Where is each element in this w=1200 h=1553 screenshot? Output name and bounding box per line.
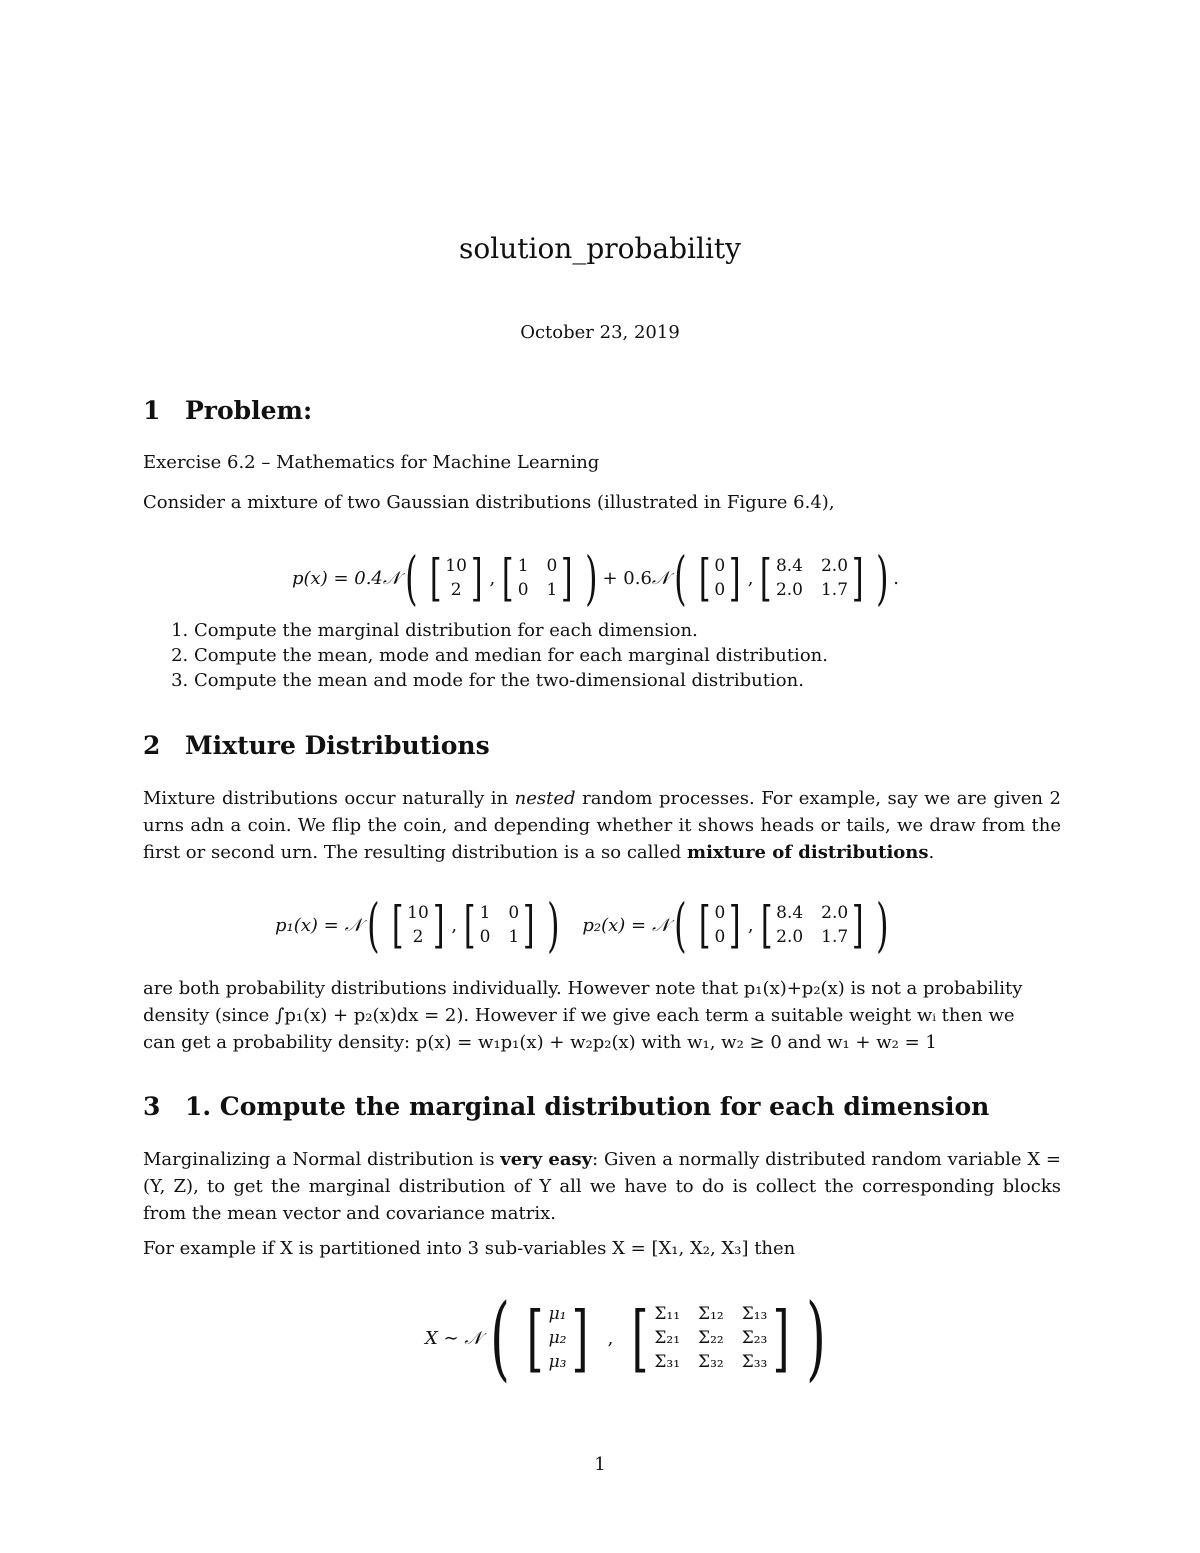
component-equations: p₁(x) = 𝒩 ( [ 10 2 ] , [ 1 0 0 1 ] ) p₂(x) = 𝒩 ( [ 0 0 ] , [ 8.4 2.0 2.0 1.7 ] ) [275, 891, 889, 959]
close-paren: ) [875, 544, 889, 612]
section-2-title: Mixture Distributions [185, 731, 490, 760]
covariance-matrix-1: [ 1 0 0 1 ] [463, 896, 535, 954]
normal-symbol: 𝒩 [344, 914, 362, 936]
exercise-reference: Exercise 6.2 – Mathematics for Machine Learning [143, 452, 600, 473]
eq-p2: p₂(x) = [582, 914, 647, 936]
section-1-number: 1 [143, 396, 161, 425]
covariance-matrix-2: [ 8.4 2.0 2.0 1.7 ] [760, 549, 864, 607]
text-run: : Given a normally distributed random variable X = (Y, Z), to get the marginal distribution of Y all we have to do is collect the corresponding blocks from the mean vector and covariance matrix. [143, 1149, 1062, 1224]
text-run: Mixture distributions occur naturally in [143, 788, 515, 809]
close-paren: ) [806, 1284, 827, 1391]
matrix-entry: 0 [517, 580, 529, 600]
matrix-entry: Σ₁₁ [654, 1304, 681, 1324]
open-paren: ( [405, 544, 418, 612]
matrix-entry: 1 [479, 903, 491, 923]
matrix-entry: 1 [508, 927, 520, 947]
section-3-title: 1. Compute the marginal distribution for each dimension [185, 1092, 990, 1121]
mixture-paragraph [143, 785, 1061, 866]
section-1-title: Problem: [185, 396, 313, 425]
matrix-entry: 2 [412, 927, 424, 947]
matrix-entry: 0 [479, 927, 491, 947]
mean-vector-2: [ 0 0 ] [698, 549, 741, 607]
mean-vector: [ μ₁ μ₂ μ₃ ] [526, 1296, 589, 1380]
mean-vector-1: [ 10 2 ] [429, 549, 483, 607]
matrix-entry: 2.0 [821, 903, 849, 923]
mixture-equation: p(x) = 0.4 𝒩 ( [ 10 2 ] , [ 1 0 0 1 ] ) + 0.6 𝒩 ( [ 0 0 ] , [ 8.4 2.0 2.0 1.7 ] ) . [292, 544, 899, 612]
matrix-entry: μ₃ [548, 1352, 567, 1372]
matrix-entry: 10 [445, 556, 467, 576]
matrix-entry: 8.4 [775, 556, 803, 576]
section-3-heading [143, 1092, 989, 1121]
close-paren: ) [546, 891, 560, 959]
matrix-entry: 1 [517, 556, 529, 576]
marginal-paragraph [143, 1146, 1061, 1227]
matrix-entry: Σ₂₁ [654, 1328, 681, 1348]
matrix-entry: 2.0 [776, 927, 804, 947]
open-paren: ( [367, 891, 380, 959]
matrix-entry: 0 [714, 927, 726, 947]
matrix-entry: 1.7 [821, 927, 849, 947]
text-run: . [928, 842, 935, 863]
covariance-matrix-1: [ 1 0 0 1 ] [502, 549, 573, 607]
normal-symbol: 𝒩 [651, 567, 670, 589]
section-2-number: 2 [143, 731, 161, 760]
density-line-1: are both probability distributions individually. However note that p₁(x)+p₂(x) is not a probability [143, 978, 1023, 999]
matrix-entry: 0 [508, 903, 520, 923]
density-line-3: can get a probability density: p(x) = w₁p₁(x) + w₂p₂(x) with w₁, w₂ ≥ 0 and w₁ + w₂ = 1 [143, 1032, 937, 1053]
matrix-entry: Σ₁₂ [698, 1304, 724, 1324]
matrix-entry: Σ₂₂ [698, 1328, 724, 1348]
task-list [160, 618, 828, 693]
normal-symbol: 𝒩 [382, 567, 401, 589]
partition-sentence: For example if X is partitioned into 3 sub-variables X = [X₁, X₂, X₃] then [143, 1238, 796, 1259]
matrix-entry: 0 [546, 556, 558, 576]
matrix-entry: Σ₃₃ [741, 1352, 768, 1372]
document-date: October 23, 2019 [520, 322, 680, 343]
open-paren: ( [489, 1284, 510, 1391]
mean-vector-2: [ 0 0 ] [698, 896, 741, 954]
density-line-2: density (since ∫p₁(x) + p₂(x)dx = 2). However if we give each term a suitable weight wᵢ then we [143, 1005, 1015, 1026]
page-number: 1 [594, 1454, 606, 1475]
open-paren: ( [674, 544, 687, 612]
section-3-number: 3 [143, 1092, 161, 1121]
matrix-entry: 0 [714, 903, 726, 923]
text-run: Marginalizing a Normal distribution is [143, 1149, 501, 1170]
text-run: random processes. For example, say we are given 2 urns adn a coin. We flip the coin, and depending whether it shows heads or tails, we draw from the first or second urn. The resulting distribution is a so called [143, 788, 1061, 863]
mean-vector-1: [ 10 2 ] [391, 896, 445, 954]
partitioned-normal-equation: X ∼ 𝒩 ( [ μ₁ μ₂ μ₃ ] , [ Σ₁₁ Σ₁₂ Σ₁₃ Σ₂₁ Σ₂₂ Σ₂₃ Σ₃₁ Σ₃₂ Σ₃₃ ] ) [425, 1284, 827, 1391]
matrix-entry: 1.7 [820, 580, 849, 600]
matrix-entry: Σ₃₂ [698, 1352, 724, 1372]
matrix-entry: 1 [546, 580, 558, 600]
covariance-block-matrix: [ Σ₁₁ Σ₁₂ Σ₁₃ Σ₂₁ Σ₂₂ Σ₂₃ Σ₃₁ Σ₃₂ Σ₃₃ ] [631, 1296, 790, 1380]
close-paren: ) [875, 891, 889, 959]
matrix-entry: 8.4 [776, 903, 804, 923]
close-paren: ) [584, 544, 598, 612]
normal-symbol: 𝒩 [652, 914, 670, 936]
open-paren: ( [674, 891, 687, 959]
matrix-entry: Σ₂₃ [741, 1328, 768, 1348]
covariance-matrix-2: [ 8.4 2.0 2.0 1.7 ] [760, 896, 864, 954]
matrix-entry: 2.0 [775, 580, 803, 600]
problem-intro: Consider a mixture of two Gaussian distributions (illustrated in Figure 6.4), [143, 492, 835, 513]
matrix-entry: Σ₃₁ [654, 1352, 681, 1372]
document-title: solution_probability [459, 232, 741, 265]
eq-lhs: X ∼ 𝒩 [425, 1327, 482, 1349]
matrix-entry: 0 [714, 580, 726, 600]
section-2-heading [143, 731, 490, 760]
strong: mixture of distributions [687, 842, 929, 863]
eq-lhs: p(x) = 0.4 [292, 567, 383, 589]
matrix-entry: 2.0 [820, 556, 849, 576]
eq-end: . [893, 567, 899, 589]
list-item: 1. Compute the marginal distribution for each dimension. [194, 618, 828, 643]
eq-p1: p₁(x) = [275, 914, 339, 936]
matrix-entry: 10 [407, 903, 429, 923]
matrix-entry: 2 [450, 580, 462, 600]
emphasis: nested [514, 788, 576, 809]
eq-mid: + 0.6 [602, 567, 652, 589]
section-1-heading [143, 396, 312, 425]
matrix-entry: Σ₁₃ [741, 1304, 768, 1324]
matrix-entry: μ₁ [548, 1304, 567, 1324]
list-item: 3. Compute the mean and mode for the two-dimensional distribution. [194, 668, 828, 693]
strong: very easy [500, 1149, 593, 1170]
matrix-entry: μ₂ [548, 1328, 567, 1348]
list-item: 2. Compute the mean, mode and median for each marginal distribution. [194, 643, 828, 668]
matrix-entry: 0 [714, 556, 726, 576]
